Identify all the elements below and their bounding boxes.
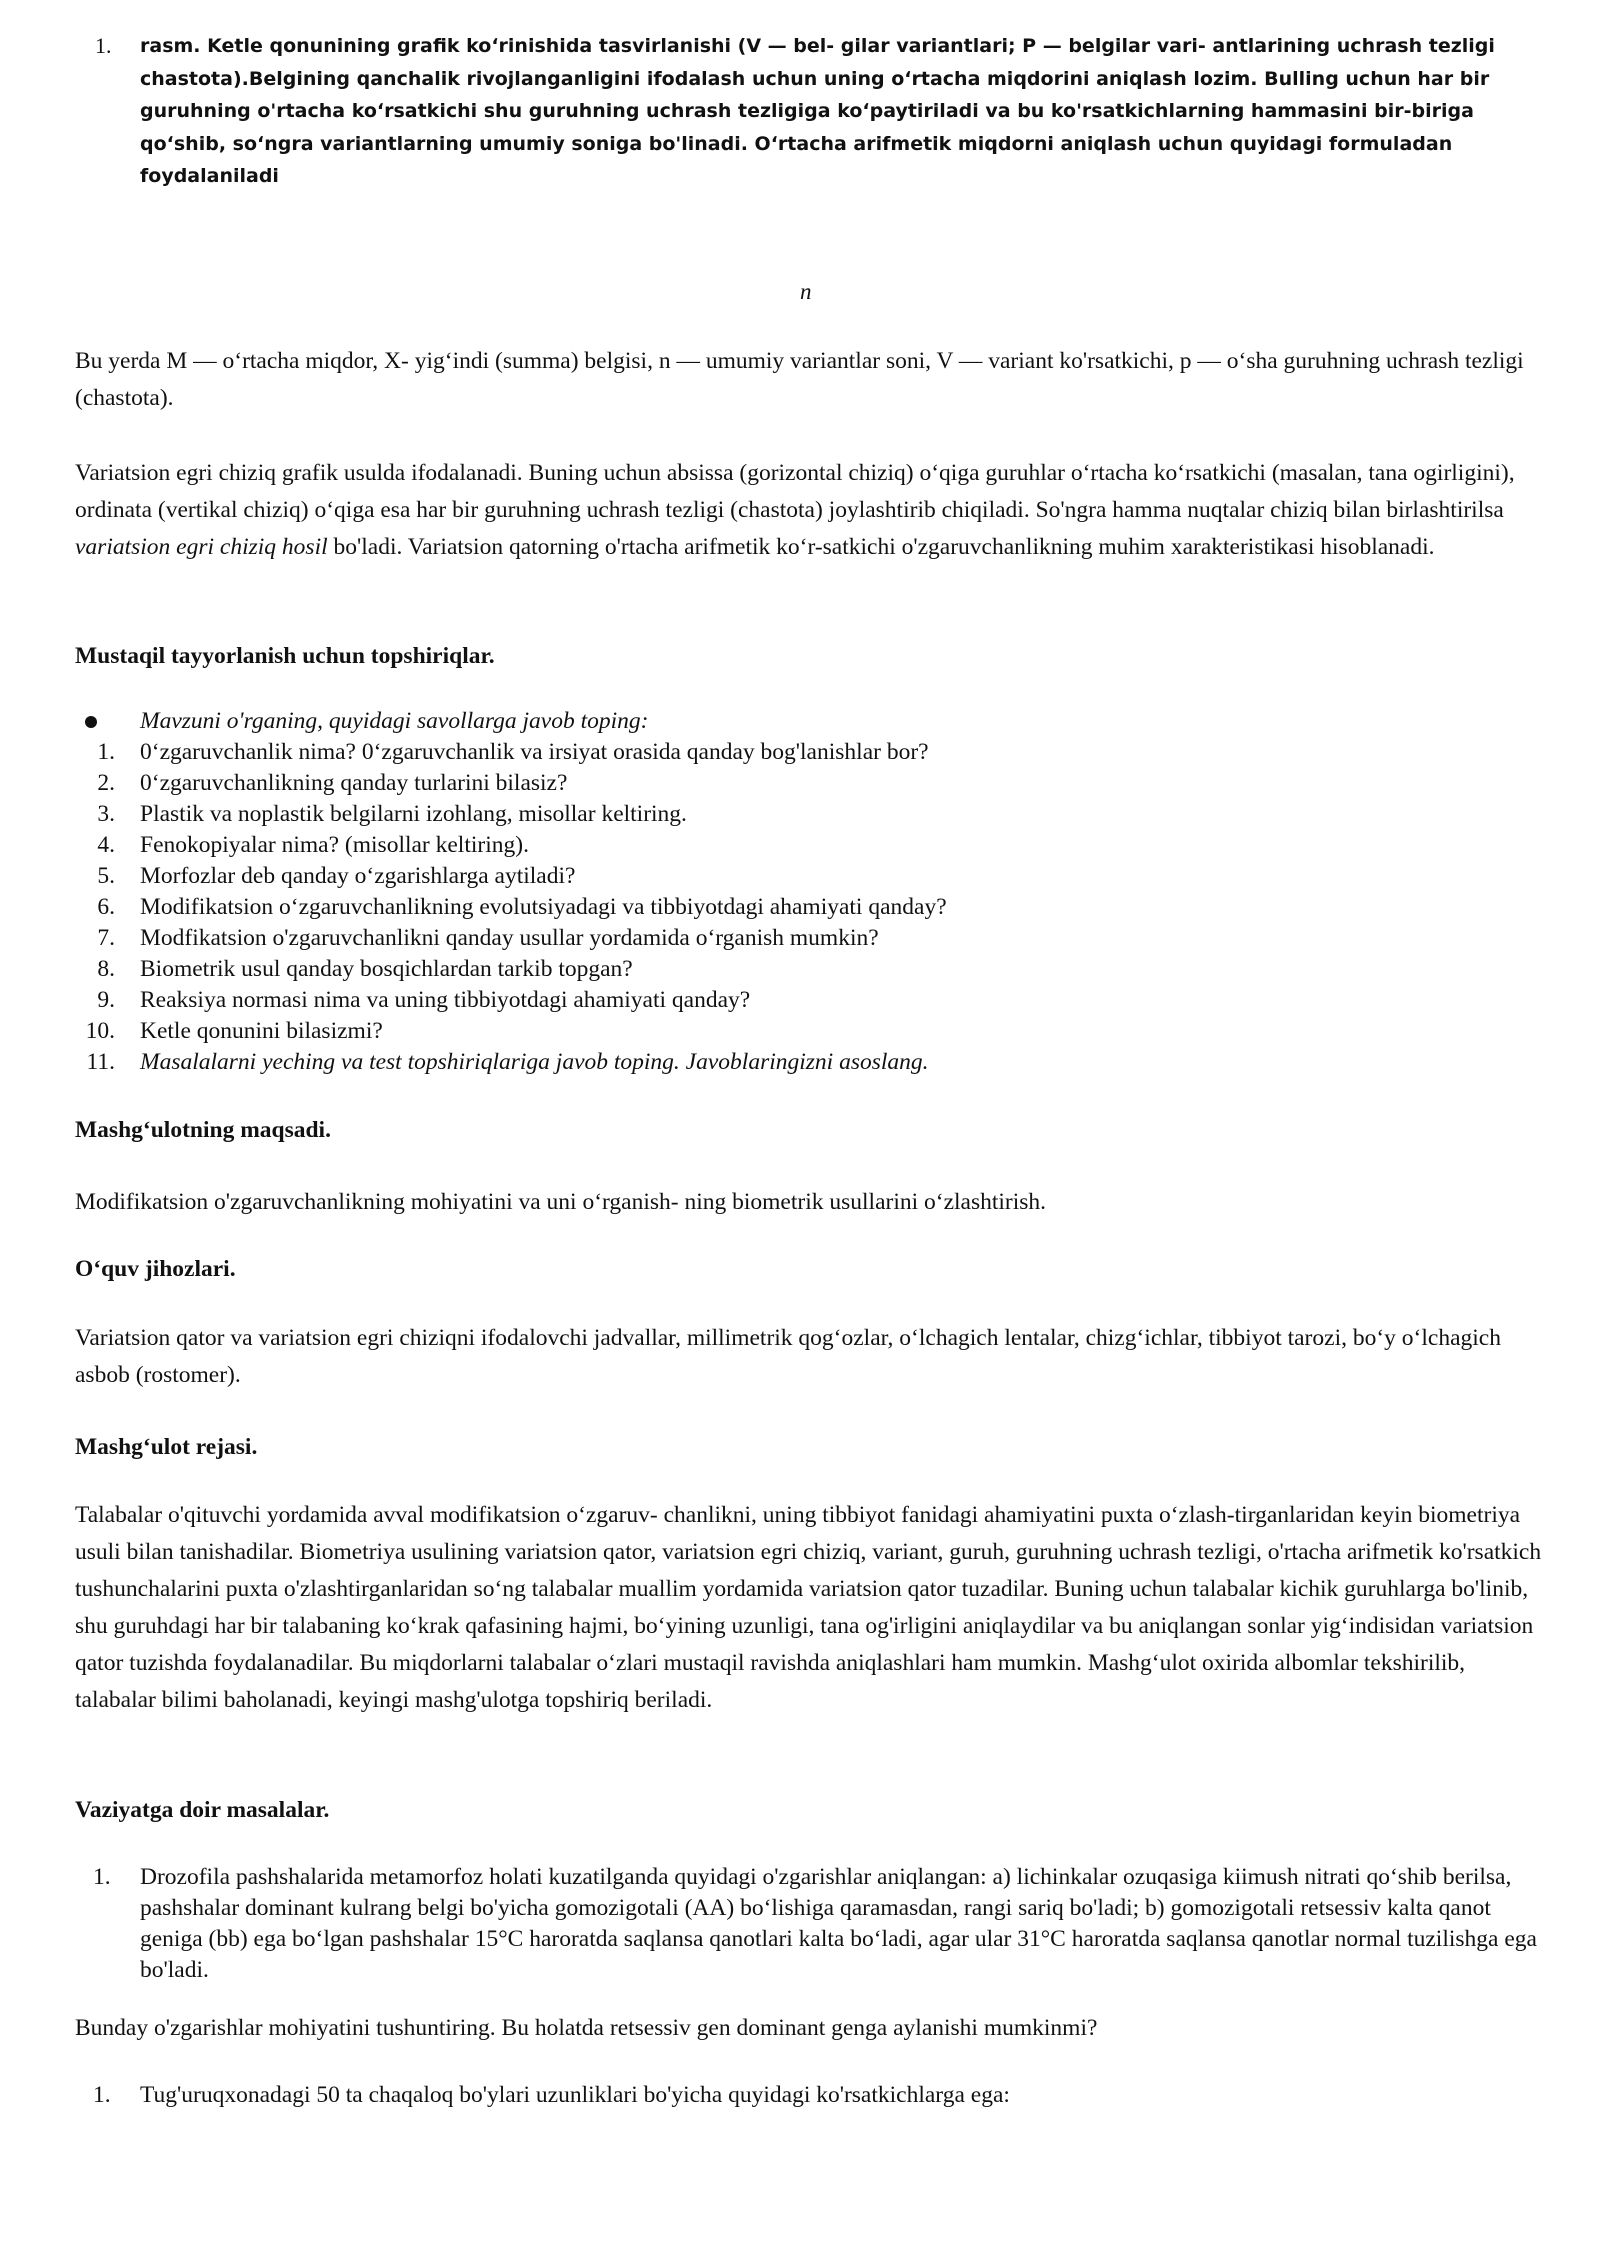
list-item [75,768,1535,799]
intro-item [75,30,1515,193]
list-item [75,985,1535,1016]
intro-text: rasm. Ketle qonunining grafik koʻrinishida tasvirlanishi (V — bel- gilar variantlari; P — belgilar vari- antlarining uchrash tezligi chastota).Belgining qanchalik rivojlanganligini ifodalash uchun uning oʻrtacha miqdorini aniqlash lozim. Bulling uchun har bir guruhning o'rtacha koʻrsatkichi shu guruhning uchrash tezligiga koʻpaytiriladi va bu ko'rsatkichlarning hammasini bir-biriga qoʻshib, soʻngra variantlarning umumiy soniga bo'linadi. Oʻrtacha arifmetik miqdorni aniqlash uchun quyidagi formuladan foydalaniladi [140,35,1495,187]
case-question-paragraph: Bunday o'zgarishlar mohiyatini tushuntiring. Bu holatda retsessiv gen dominant genga aylanishi mumkinmi? [75,2015,1098,2041]
list-item [75,861,1535,892]
list-item [75,892,1535,923]
list-item [75,737,1535,768]
list-item-text: Modifikatsion o‘zgaruvchanlikning evolutsiyadagi va tibbiyotdagi ahamiyati qanday? [140,894,947,920]
heading-cases: Vaziyatga doir masalalar. [75,1797,330,1823]
list-item-number: 8. [97,956,115,982]
list-item-text: Fenokopiyalar nima? (misollar keltiring). [140,832,529,858]
list-item-text: 0‘zgaruvchanlik nima? 0‘zgaruvchanlik va irsiyat orasida qanday bog'lanishlar bor? [140,739,929,765]
list-item [75,954,1535,985]
list-item-text: Morfozlar deb qanday o‘zgarishlarga aytiladi? [140,863,576,889]
list-item-number: 1. [97,739,115,765]
list-item-number: 7. [97,925,115,951]
heading-goal: Mashg‘ulotning maqsadi. [75,1117,331,1143]
list-item [75,1047,1535,1078]
bullet-text: Mavzuni o'rganing, quyidagi savollarga javob toping: [140,708,649,734]
equipment-paragraph: Variatsion qator va variatsion egri chiziqni ifodalovchi jadvallar, millimetrik qog‘ozlar, o‘lchagich lentalar, chizg‘ichlar, tibbiyot tarozi, bo‘y o‘lchagich asbob (rostomer). [75,1325,1501,1388]
list-item-text: 0‘zgaruvchanlikning qanday turlarini bilasiz? [140,770,568,796]
heading-tasks: Mustaqil tayyorlanish uchun topshiriqlar. [75,643,495,669]
curve-text-start: Variatsion egri chiziq grafik usulda ifodalanadi. Buning uchun absissa (gorizontal chiziq) o‘qiga guruhlar o‘rtacha ko‘rsatkichi (masalan, tana ogirligini), ordinata (vertikal chiziq) o‘qiga esa har bir guruhning uchrash tezligi (chastota) joylashtirib chiqiladi. So'ngra hamma nuqtalar chiziq bilan birlashtirilsa [75,460,1515,523]
case-text-2: Tug'uruqxonadagi 50 ta chaqaloq bo'ylari uzunliklari bo'yicha quyidagi ko'rsatkichlarga ega: [140,2082,1010,2108]
list-item-text: Plastik va noplastik belgilarni izohlang, misollar keltiring. [140,801,687,827]
list-item-number: 3. [97,801,115,827]
list-item-number: 4. [97,832,115,858]
list-item [75,799,1535,830]
list-item-text: Ketle qonunini bilasizmi? [140,1018,383,1044]
list-item [75,830,1535,861]
list-item-text: Modfikatsion o'zgaruvchanlikni qanday usullar yordamida o‘rganish mumkin? [140,925,879,951]
case-item [75,1862,1550,1986]
case-text: Drozofila pashshalarida metamorfoz holati kuzatilganda quyidagi o'zgarishlar aniqlangan: a) lichinkalar ozuqasiga kiimush nitrati qo‘shib berilsa, pashshalar dominant kulrang belgi bo'yicha gomozigotali (AA) bo‘lishiga qaramasdan, rangi sariq bo'ladi; b) gomozigotali retsessiv kalta qanot geniga (bb) ega bo‘lgan pashshalar 15°C haroratda saqlansa qanotlari kalta bo‘ladi, agar ular 31°C haroratda saqlansa qanotlar normal tuzilishga ega bo'ladi. [140,1864,1537,1983]
list-item-number: 9. [97,987,115,1013]
list-item-text: Biometrik usul qanday bosqichlardan tarkib topgan? [140,956,633,982]
goal-paragraph: Modifikatsion o'zgaruvchanlikning mohiyatini va uni o‘rganish- ning biometrik usullarini o‘zlashtirish. [75,1189,1047,1215]
list-item-number: 5. [97,863,115,889]
list-item [75,923,1535,954]
bullet-row [75,706,1535,737]
list-item-number: 11. [86,1049,115,1075]
formula-n: n [800,279,812,304]
plan-paragraph: Talabalar o'qituvchi yordamida avval modifikatsion o‘zgaruv- chanlikni, uning tibbiyot fanidagi ahamiyatini puxta o‘zlash-tirganlaridan keyin biometriya usuli bilan tanishadilar. Biometriya usulining variatsion qator, variatsion egri chiziq, variant, guruh, guruhning uchrash tezligi, o'rtacha arifmetik ko'rsatkich tushunchalarini puxta o'zlashtirganlaridan so‘ng talabalar muallim yordamida variatsion qator tuzadilar. Buning uchun talabalar kichik guruhlarga bo'linib, shu guruhdagi har bir talabaning ko‘krak qafasining hajmi, bo‘yining uzunligi, tana og'irligini aniqlaydilar va bu aniqlangan sonlar yig‘indisidan variatsion qator tuzishda foydalanadilar. Bu miqdorlarni talabalar o‘zlari mustaqil ravishda aniqlashlari ham mumkin. Mashg‘ulot oxirida albomlar tekshirilib, talabalar bilimi baholanadi, keyingi mashg'ulotga topshiriq beriladi. [75,1502,1542,1713]
curve-text-end: bo'ladi. Variatsion qatorning o'rtacha arifmetik ko‘r-satkichi o'zgaruvchanlikning muhim xarakteristikasi hisoblanadi. [327,534,1435,560]
list-item-text: Masalalarni yeching va test topshiriqlariga javob toping. Javoblaringizni asoslang. [140,1049,929,1075]
list-item-text: Reaksiya normasi nima va uning tibbiyotdagi ahamiyati qanday? [140,987,751,1013]
case-number: 1. [93,1864,111,1890]
case-number-2: 1. [93,2082,111,2108]
list-item [75,1016,1535,1047]
bullet-icon [85,716,97,728]
list-item-number: 10. [85,1018,115,1044]
intro-number: 1. [95,33,112,58]
questions-list [75,706,1535,1078]
heading-equipment: O‘quv jihozlari. [75,1256,236,1282]
definitions-paragraph: Bu yerda M — o‘rtacha miqdor, X- yig‘indi (summa) belgisi, n — umumiy variantlar soni, V — variant ko'rsatkichi, p — o‘sha guruhning uchrash tezligi (chastota). [75,348,1524,411]
case-item-2 [75,2080,1550,2111]
list-item-number: 6. [97,894,115,920]
curve-text-italic: variatsion egri chiziq hosil [75,534,328,560]
heading-plan: Mashg‘ulot rejasi. [75,1434,258,1460]
list-item-number: 2. [97,770,115,796]
variation-curve-paragraph [75,455,1545,566]
